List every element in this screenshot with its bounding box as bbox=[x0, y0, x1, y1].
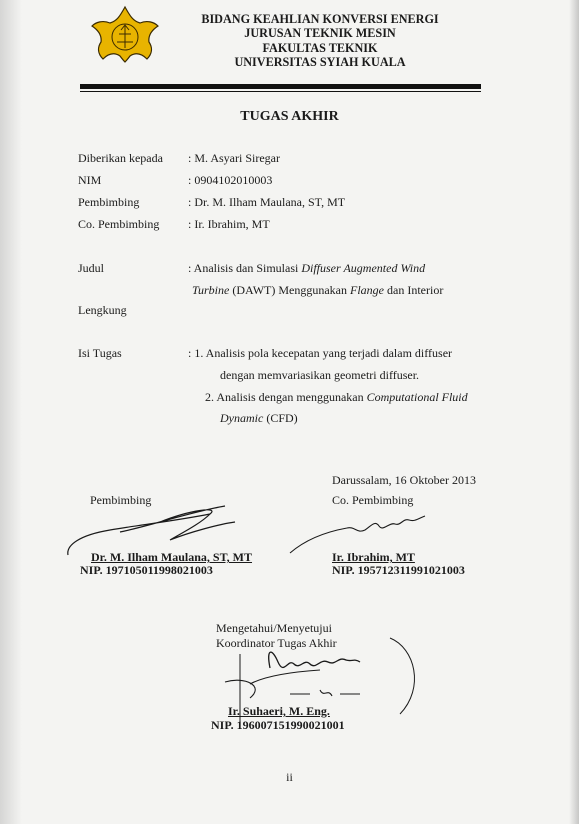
header-line: BIDANG KEAHLIAN KONVERSI ENERGI bbox=[201, 12, 439, 26]
judul-line-1 bbox=[188, 261, 425, 276]
isi-item-2-line-2 bbox=[220, 411, 298, 426]
bottom-sign-nip: NIP. 196007151990021001 bbox=[211, 718, 345, 732]
page-number: ii bbox=[286, 770, 293, 784]
header-rule-thin bbox=[80, 91, 481, 92]
judul-italic: Flange bbox=[350, 283, 385, 297]
field-value-nim: : 0904102010003 bbox=[188, 173, 273, 187]
field-value-diberikan: : M. Asyari Siregar bbox=[188, 151, 280, 165]
field-label-co-pembimbing: Co. Pembimbing bbox=[78, 217, 160, 231]
institution-header bbox=[170, 12, 470, 70]
field-label-diberikan: Diberikan kepada bbox=[78, 151, 163, 165]
left-sign-nip: NIP. 197105011998021003 bbox=[80, 563, 213, 577]
judul-line-3: Lengkung bbox=[78, 303, 127, 317]
header-line: JURUSAN TEKNIK MESIN bbox=[244, 26, 396, 41]
field-value-co-pembimbing: : Ir. Ibrahim, MT bbox=[188, 217, 270, 231]
right-sign-name: Ir. Ibrahim, MT bbox=[332, 550, 415, 564]
isi-item-1-line-2: dengan memvariasikan geometri diffuser. bbox=[220, 368, 420, 382]
header-line: FAKULTAS TEKNIK bbox=[262, 40, 378, 55]
field-label-nim: NIM bbox=[78, 173, 102, 187]
university-seal-icon bbox=[86, 4, 164, 64]
right-sign-nip: NIP. 195712311991021003 bbox=[332, 563, 465, 577]
place-date: Darussalam, 16 Oktober 2013 bbox=[332, 473, 476, 487]
judul-italic: Turbine bbox=[192, 283, 230, 297]
isi-text: (CFD) bbox=[263, 411, 298, 425]
isi-item-1-line-1: : 1. Analisis pola kecepatan yang terjadi dalam diffuser bbox=[188, 346, 453, 360]
left-sign-role: Pembimbing bbox=[90, 493, 152, 507]
field-label-judul: Judul bbox=[78, 261, 105, 275]
judul-text: (DAWT) Menggunakan bbox=[229, 283, 351, 297]
header-rule-thick bbox=[80, 84, 481, 89]
header-line: UNIVERSITAS SYIAH KUALA bbox=[234, 55, 406, 70]
judul-text: dan Interior bbox=[384, 283, 444, 297]
left-sign-name: Dr. M. Ilham Maulana, ST, MT bbox=[91, 550, 253, 564]
field-value-pembimbing: : Dr. M. Ilham Maulana, ST, MT bbox=[188, 195, 346, 209]
isi-item-2-line-1 bbox=[205, 390, 468, 405]
judul-text: : Analisis dan Simulasi bbox=[188, 261, 302, 275]
judul-italic: Diffuser Augmented Wind bbox=[301, 261, 426, 275]
field-label-isi-tugas: Isi Tugas bbox=[78, 346, 122, 360]
field-label-pembimbing: Pembimbing bbox=[78, 195, 140, 209]
isi-italic: Dynamic bbox=[220, 411, 264, 425]
bottom-sign-line-2: Koordinator Tugas Akhir bbox=[216, 636, 337, 650]
judul-line-2 bbox=[192, 283, 443, 298]
bottom-sign-line-1: Mengetahui/Menyetujui bbox=[216, 621, 332, 635]
isi-text: 2. Analisis dengan menggunakan bbox=[205, 390, 367, 404]
right-sign-role: Co. Pembimbing bbox=[332, 493, 414, 507]
isi-italic: Computational Fluid bbox=[366, 390, 468, 404]
page-title: TUGAS AKHIR bbox=[240, 109, 339, 124]
bottom-sign-name: Ir. Suhaeri, M. Eng. bbox=[228, 704, 330, 718]
